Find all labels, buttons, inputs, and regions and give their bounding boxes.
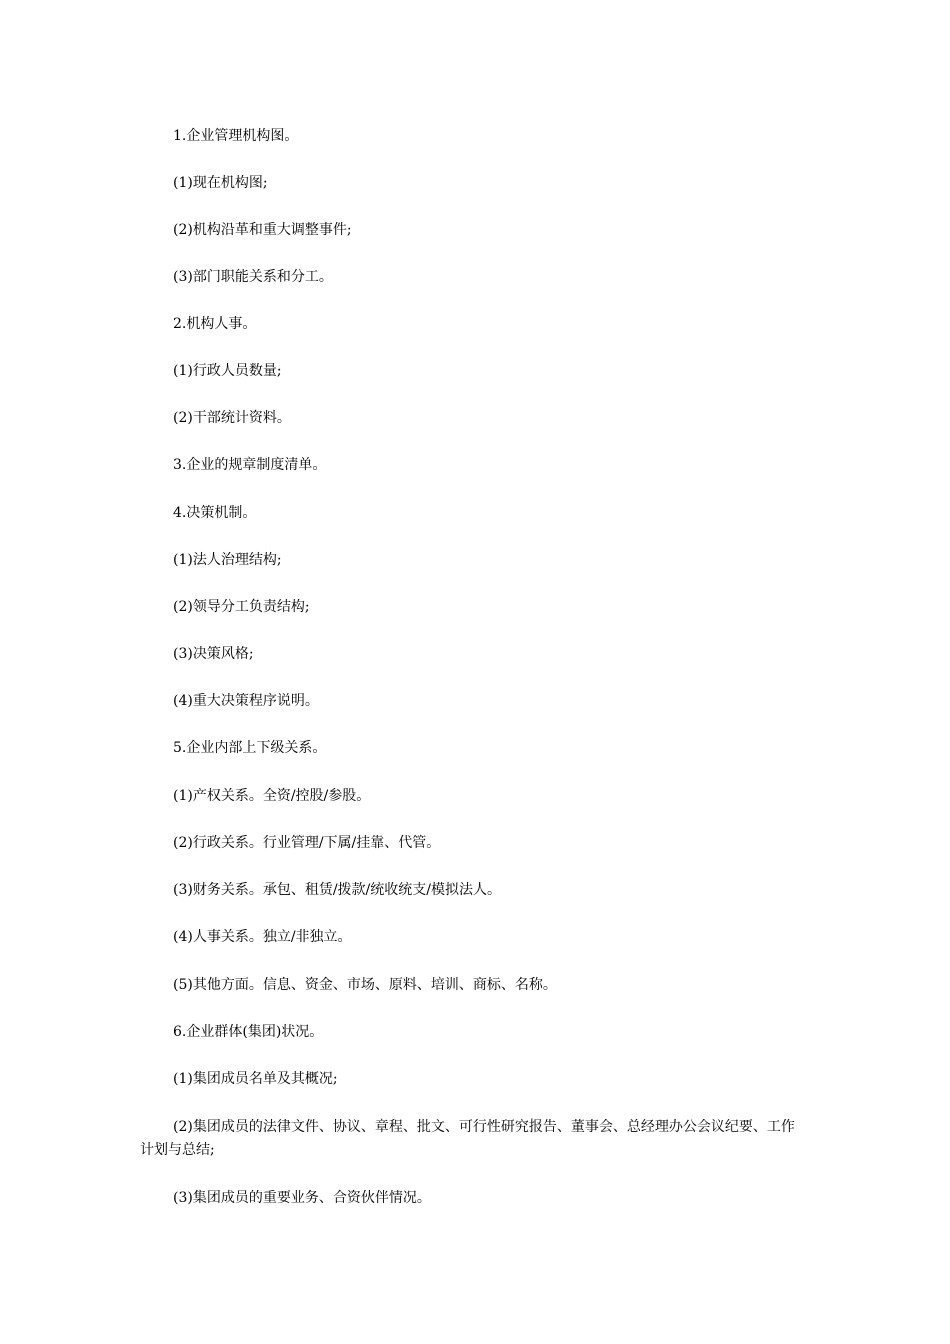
section-heading-3: 3.企业的规章制度清单。	[173, 457, 327, 473]
list-item: (1)现在机构图;	[173, 175, 268, 191]
list-item: (1)法人治理结构;	[173, 552, 282, 568]
section-heading-6: 6.企业群体(集团)状况。	[173, 1024, 324, 1040]
list-item: (4)重大决策程序说明。	[173, 693, 319, 709]
list-item: (3)决策风格;	[173, 646, 254, 662]
section-heading-5: 5.企业内部上下级关系。	[173, 740, 327, 756]
list-item: (3)部门职能关系和分工。	[173, 269, 333, 285]
list-item: (1)行政人员数量;	[173, 363, 282, 379]
section-heading-2: 2.机构人事。	[173, 316, 257, 332]
section-heading-1: 1.企业管理机构图。	[173, 128, 299, 144]
list-item: (5)其他方面。信息、资金、市场、原料、培训、商标、名称。	[173, 977, 557, 993]
list-item: (1)集团成员名单及其概况;	[173, 1071, 338, 1087]
list-item: (4)人事关系。独立/非独立。	[173, 929, 352, 945]
list-item: (3)财务关系。承包、租赁/拨款/统收统支/模拟法人。	[173, 882, 501, 898]
list-item: (2)干部统计资料。	[173, 410, 291, 426]
list-item: (2)领导分工负责结构;	[173, 599, 310, 615]
list-item: (1)产权关系。全资/控股/参股。	[173, 788, 371, 804]
list-item: (2)集团成员的法律文件、协议、章程、批文、可行性研究报告、董事会、总经理办公会议纪要、工作计划与总结;	[140, 1119, 795, 1158]
list-item: (2)机构沿革和重大调整事件;	[173, 222, 352, 238]
list-item: (3)集团成员的重要业务、合资伙伴情况。	[173, 1190, 431, 1206]
list-item: (2)行政关系。行业管理/下属/挂靠、代管。	[173, 835, 441, 851]
section-heading-4: 4.决策机制。	[173, 505, 257, 521]
